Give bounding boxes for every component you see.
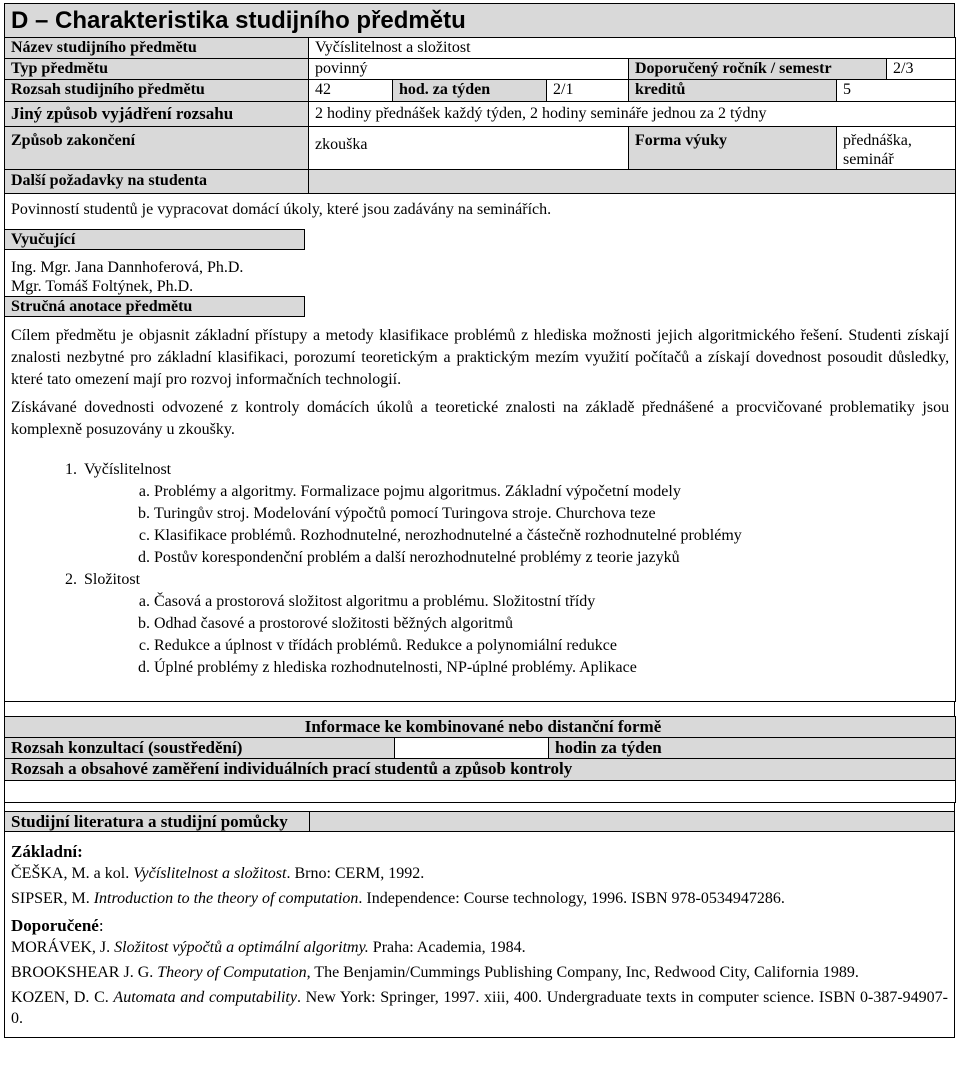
annotation-label: Stručná anotace předmětu [5, 296, 306, 317]
syllabus-section [81, 569, 949, 679]
bib-publisher: Praha: Academia, 1984. [368, 939, 526, 956]
course-type-label: Typ předmětu [5, 59, 309, 80]
teaching-form-label: Forma výuky [629, 127, 837, 170]
syllabus-item: d. Úplné problémy z hlediska rozhodnutelnosti, NP-úplné problémy. Aplikace [154, 657, 949, 679]
bib-author: EŠKA [21, 865, 64, 882]
course-info-table [4, 37, 956, 702]
scope-label: Rozsah studijního předmětu [5, 80, 309, 102]
syllabus-item: b. Turingův stroj. Modelování výpočtů pomocí Turingova stroje. Churchova teze [154, 503, 949, 525]
completion-value: zkouška [309, 127, 629, 170]
distance-heading: Informace ke kombinované nebo distanční formě [5, 717, 956, 738]
consultation-hours-label: hodin za týden [549, 738, 956, 759]
literature-table [4, 811, 955, 1038]
year-semester-value: 2/3 [887, 59, 956, 80]
bib-entry [11, 962, 948, 983]
syllabus-list [11, 459, 949, 679]
bib-author: IPSER [19, 890, 64, 907]
bib-publisher: . New York: Springer, 1997. xiii, 400. Undergraduate texts in computer science. ISBN 0-387-94907-0. [11, 989, 949, 1027]
bib-entry [11, 987, 948, 1029]
credits-value: 5 [837, 80, 956, 102]
teaching-form-value [837, 127, 956, 170]
section-spacer [4, 702, 955, 716]
syllabus-item: a. Problémy a algoritmy. Formalizace pojmu algoritmus. Základní výpočetní modely [154, 481, 949, 503]
bib-title: Vyčíslitelnost a složitost [133, 865, 287, 882]
bib-entry [11, 888, 948, 909]
course-name-label: Název studijního předmětu [5, 38, 309, 59]
bib-author-rest: , M. a kol. [63, 865, 134, 882]
annotation-paragraph-1: Cílem předmětu je objasnit základní přístupy a metody klasifikace problémů z hlediska možnosti jejich algoritmického řešení. Studenti získají znalosti nezbytné pro základní klasifikaci, porozumí teoretickým a praktickým mezím využití počítačů a získají dovednost posoudit důsledky, které tato omezení mají pro rozvoj informačních technologií. [11, 327, 950, 388]
bib-author-rest: , D. C. [65, 989, 114, 1006]
syllabus-item: c. Redukce a úplnost v třídách problémů. Redukce a polynomiální redukce [154, 635, 949, 657]
syllabus-section-title: Složitost [84, 571, 141, 588]
section-spacer [4, 803, 955, 811]
bib-title: Složitost výpočtů a optimální algoritmy. [114, 939, 369, 956]
other-scope-value: 2 hodiny přednášek každý týden, 2 hodiny semináře jednou za 2 týdny [309, 102, 956, 127]
bib-author-initial: S [11, 890, 20, 907]
teaching-form-value-1: přednáška, [843, 132, 912, 149]
basic-literature-label: Základní: [11, 842, 83, 861]
requirements-label: Další požadavky na studenta [5, 170, 309, 194]
syllabus-subitems [84, 481, 949, 569]
bib-author-rest: , M. [63, 890, 94, 907]
literature-label-fill [310, 812, 955, 832]
content-cell [5, 194, 956, 702]
bib-author: ORÁVEK [25, 939, 92, 956]
bib-author: ROOKSHEAR [21, 964, 120, 981]
bib-author: OZEN [22, 989, 66, 1006]
bib-author-rest: J. G. [119, 964, 158, 981]
distance-info-table [4, 716, 956, 803]
other-scope-label: Jiný způsob vyjádření rozsahu [5, 102, 309, 127]
syllabus-item: d. Postův korespondenční problém a další nerozhodnutelné problémy z teorie jazyků [154, 547, 949, 569]
consultation-value [395, 738, 549, 759]
annotation-paragraph-2: Získávané dovednosti odvozené z kontroly domácích úkolů a teoretické znalosti na základě přednášené a procvičované problematiky jsou komplexně posuzovány u zkoušky. [11, 399, 950, 438]
bib-author-initial: Č [11, 865, 22, 882]
bib-entry [11, 937, 948, 958]
syllabus-item: c. Klasifikace problémů. Rozhodnutelné, nerozhodnutelné a částečně rozhodnutelné problémy [154, 525, 949, 547]
teacher-1: Ing. Mgr. Jana Dannhoferová, Ph.D. [11, 259, 244, 276]
bib-author-initial: M [11, 939, 26, 956]
syllabus-section [81, 459, 949, 569]
bib-author-initial: B [11, 964, 22, 981]
syllabus-item: b. Odhad časové a prostorové složitosti běžných algoritmů [154, 613, 949, 635]
completion-label: Způsob zakončení [5, 127, 309, 170]
course-type-value: povinný [309, 59, 629, 80]
bib-title: Introduction to the theory of computation [93, 890, 359, 907]
individual-work-value [5, 781, 956, 803]
bib-publisher: . Brno: CERM, 1992. [286, 865, 425, 882]
bib-author-initial: K [11, 989, 23, 1006]
bib-publisher: , The Benjamin/Cummings Publishing Company, Inc, Redwood City, California 1989. [306, 964, 859, 981]
requirements-label-fill [309, 170, 956, 194]
credits-label: kreditů [629, 80, 837, 102]
syllabus-section-title: Vyčíslitelnost [84, 461, 172, 478]
scope-value: 42 [309, 80, 393, 102]
teachers-label: Vyučující [5, 229, 306, 250]
recommended-label-text: Doporučené [11, 916, 99, 935]
recommended-label-colon: : [98, 916, 104, 935]
bib-publisher: . Independence: Course technology, 1996. ISBN 978-0534947286. [358, 890, 785, 907]
bib-author-rest: , J. [91, 939, 115, 956]
syllabus-item: a. Časová a prostorová složitost algoritmu a problému. Složitostní třídy [154, 591, 949, 613]
recommended-literature-label [11, 915, 948, 937]
requirements-text: Povinností studentů je vypracovat domácí úkoly, které jsou zadávány na seminářích. [11, 201, 552, 218]
year-semester-label: Doporučený ročník / semestr [629, 59, 887, 80]
bib-title: Automata and computability [113, 989, 297, 1006]
individual-work-label: Rozsah a obsahové zaměření individuálních prací studentů a způsob kontroly [5, 759, 956, 781]
bib-entry [11, 863, 948, 884]
course-sheet [4, 3, 955, 1038]
hours-week-value: 2/1 [547, 80, 629, 102]
bib-title: Theory of Computation [157, 964, 307, 981]
hours-week-label: hod. za týden [393, 80, 547, 102]
teaching-form-value-2: seminář [843, 151, 894, 168]
literature-label: Studijní literatura a studijní pomůcky [5, 812, 310, 832]
course-name-value: Vyčíslitelnost a složitost [309, 38, 956, 59]
document-title: D – Charakteristika studijního předmětu [4, 3, 955, 37]
literature-content [5, 832, 955, 1038]
syllabus-subitems [84, 591, 949, 679]
consultation-label: Rozsah konzultací (soustředění) [5, 738, 395, 759]
teacher-2: Mgr. Tomáš Foltýnek, Ph.D. [11, 278, 194, 295]
